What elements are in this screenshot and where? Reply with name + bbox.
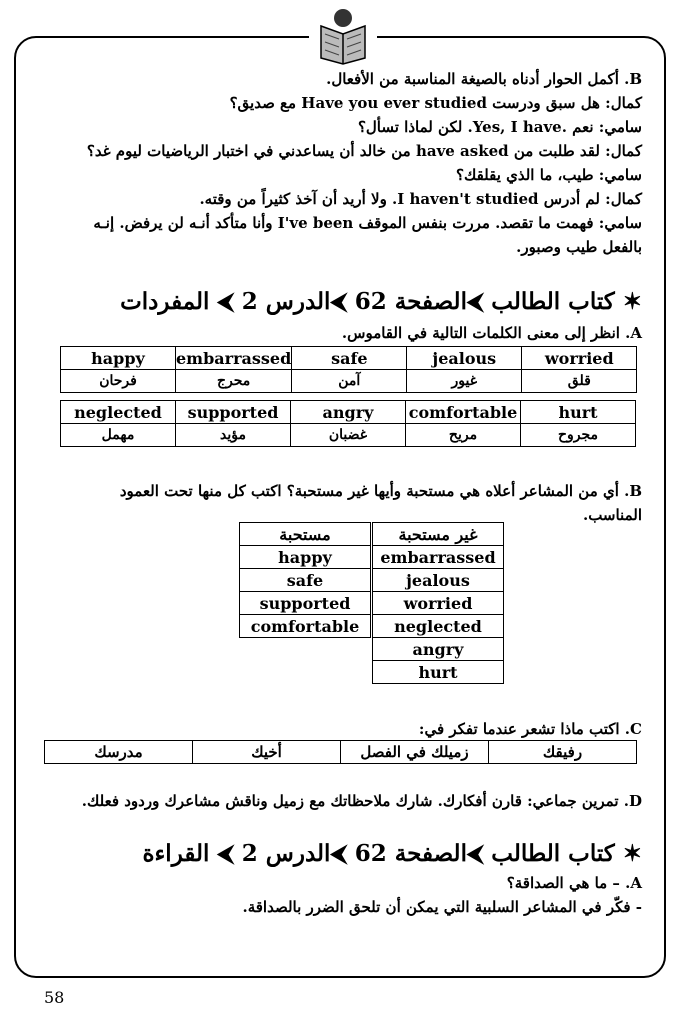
vocab-word-en: safe [292,347,407,370]
vocab-word-ar: مؤيد [176,424,291,447]
vocab-instruction-a: A. انظر إلى معنى الكلمات التالية في القاموس. [341,324,642,342]
dialogue-line-5: كمال: لم أدرس I haven't studied. ولا أريد أن آخذ كثيراً من وقته. [199,190,642,208]
vocab-word-en: neglected [61,401,176,424]
think-instruction: C. اكتب ماذا تشعر عندما تفكر في: [418,720,642,738]
liked-word: comfortable [240,615,371,638]
vocab-word-en: worried [522,347,637,370]
vocab-word-ar: قلق [522,370,637,393]
column-header-liked: مستحبة [240,523,371,546]
vocab-word-ar: غيور [407,370,522,393]
dialogue-line-4: سامي: طيب، ما الذي يقلقك؟ [455,166,642,184]
dialogue-line-7: بالفعل طيب وصبور. [516,238,642,256]
vocab-word-en: embarrassed [176,348,292,368]
vocab-word-en: angry [291,401,406,424]
vocab-word-en: happy [61,347,176,370]
disliked-word: hurt [373,661,504,684]
think-cell: رفيقك [489,741,637,764]
dialogue-line-2: سامي: نعم .Yes, I have. لكن لماذا تسأل؟ [357,118,642,136]
liked-word: supported [240,592,371,615]
think-cell: أخيك [193,741,341,764]
classify-instruction-1: B. أي من المشاعر أعلاه هي مستحبة وأيها غير مستحبة؟ اكتب كل منها تحت العمود [119,482,642,500]
think-about-table [44,740,637,764]
dialogue-instruction: B. أكمل الحوار أدناه بالصيغة المناسبة من الأفعال. [326,70,642,88]
column-header-disliked: غير مستحبة [373,523,504,546]
dialogue-line-6: سامي: فهمت ما تقصد. مررت بنفس الموقف I've been وأنا متأكد أنـه لن يرفض. إنـه [93,214,642,232]
reading-heading: ✶ كتاب الطالب ⮜الصفحة 62 ⮜الدرس 2 ⮜ القراءة [142,840,642,867]
dialogue-line-3: كمال: لقد طلبت من have asked من خالد أن يساعدني في اختبار الرياضيات ليوم غد؟ [86,142,642,160]
classify-instruction-2: المناسب. [582,506,642,524]
vocab-word-en: supported [176,401,291,424]
dialogue-line-1: كمال: هل سبق ودرست Have you ever studied مع صديق؟ [229,94,642,112]
disliked-word: embarrassed [373,546,504,569]
think-cell: مدرسك [45,741,193,764]
vocab-word-ar: مجروح [521,424,636,447]
reading-instruction-a: A. – ما هي الصداقة؟ [506,874,642,892]
vocab-word-ar: مهمل [61,424,176,447]
vocab-word-ar: مريح [406,424,521,447]
think-cell: زميلك في الفصل [341,741,489,764]
classify-table-disliked [372,522,504,684]
vocab-word-en: hurt [521,401,636,424]
vocab-table-2 [60,400,636,447]
reading-bullet: - فكّر في المشاعر السلبية التي يمكن أن تلحق الضرر بالصداقة. [242,898,642,916]
disliked-word: angry [373,638,504,661]
vocab-word-ar: غضبان [291,424,406,447]
reading-person-logo-icon [309,4,377,66]
vocab-word-ar: فرحان [61,370,176,393]
disliked-word: worried [373,592,504,615]
classify-table-liked [239,522,371,638]
vocab-word-en: comfortable [406,401,521,424]
vocab-word-ar: آمن [292,370,407,393]
vocab-word-en: jealous [407,347,522,370]
disliked-word: jealous [373,569,504,592]
vocab-heading: ✶ كتاب الطالب ⮜الصفحة 62 ⮜الدرس 2 ⮜ المفردات [120,288,642,315]
disliked-word: neglected [373,615,504,638]
liked-word: happy [240,546,371,569]
vocab-word-ar: محرج [176,370,292,393]
group-exercise-instruction: D. تمرين جماعي: قارن أفكارك. شارك ملاحظاتك مع زميل وناقش مشاعرك وردود فعلك. [81,792,642,810]
liked-word: safe [240,569,371,592]
vocab-table-1 [60,346,637,393]
page-number: 58 [44,988,65,1007]
